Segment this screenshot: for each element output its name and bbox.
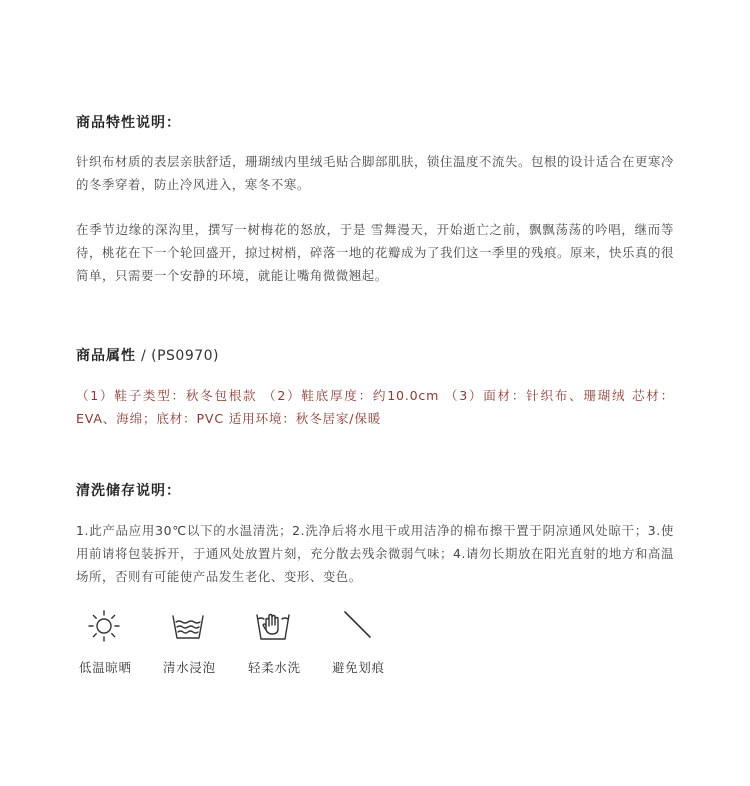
care-heading: 清洗储存说明：	[76, 483, 181, 499]
icon-label-water-basin: 清水浸泡	[163, 660, 216, 675]
care-text: 1.此产品应用30℃以下的水温清洗；2.洗净后将水甩干或用洁净的棉布擦干置于阴凉通风处晾干；3.使用前请将包装拆开，于通风处放置片刻，充分散去残余微弱气味；4.请勿长期放在阳光直射的地方和高温场所，否则有可能使产品发生老化、变形、变色。	[76, 523, 674, 584]
features-paragraph-1: 针织布材质的表层亲肤舒适，珊瑚绒内里绒毛贴合脚部肌肤，锁住温度不流失。包根的设计适合在更寒冷的冬季穿着，防止冷风进入，寒冬不寒。	[76, 154, 674, 192]
icon-label-sun: 低温晾晒	[79, 660, 132, 675]
attributes-text: （1）鞋子类型：秋冬包根款 （2）鞋底厚度：约10.0cm （3）面材：针织布、珊瑚绒 芯材：EVA、海绵；底材：PVC 适用环境：秋冬居家/保暖	[76, 388, 674, 426]
attributes-code: / (PS0970)	[136, 348, 219, 364]
icon-label-hand-wash: 轻柔水洗	[248, 660, 301, 675]
water-basin-icon	[168, 606, 208, 646]
diagonal-line-icon	[337, 606, 377, 646]
sun-icon	[84, 606, 124, 646]
attributes-heading	[76, 345, 219, 365]
features-paragraph-2: 在季节边缘的深沟里，撰写一树梅花的怒放，于是 雪舞漫天，开始逝亡之前，飘飘荡荡的吟唱，继而等待，桃花在下一个轮回盛开，掠过树梢，碎落一地的花瓣成为了我们这一季里的残痕。原来，快乐真的很简单，只需要一个安静的环境，就能让嘴角微微翘起。	[76, 222, 674, 283]
hand-wash-icon	[253, 606, 293, 646]
icon-label-diagonal-line: 避免划痕	[332, 660, 385, 675]
attributes-heading-label: 商品属性	[76, 348, 136, 364]
features-heading: 商品特性说明：	[76, 115, 181, 131]
